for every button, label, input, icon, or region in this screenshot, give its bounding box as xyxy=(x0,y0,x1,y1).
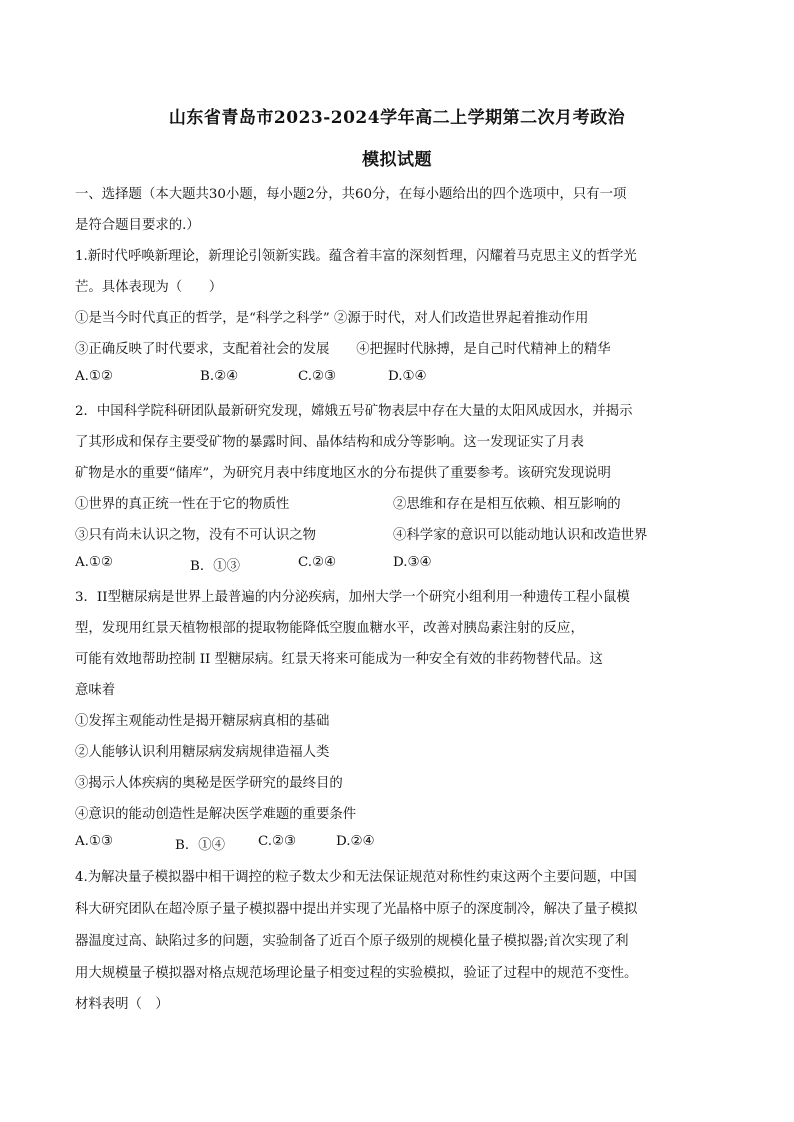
choice-d: D.②④ xyxy=(336,834,375,849)
question-stem-line: 科大研究团队在超冷原子量子模拟器中提出并实现了光晶格中原子的深度制冷，解决了量子模拟 xyxy=(75,902,638,917)
question-stem-line: 矿物是水的重要“储库”，为研究月表中纬度地区水的分布提供了重要参考。该研究发现说明 xyxy=(75,466,611,481)
question-stem-line: 器温度过高、缺陷过多的问题，实验制备了近百个原子级别的规模化量子模拟器;首次实现了利 xyxy=(75,934,629,949)
statement-4: ④科学家的意识可以能动地认识和改造世界 xyxy=(393,528,648,543)
statement-2: ②思维和存在是相互依赖、相互影响的 xyxy=(393,497,621,512)
choice-b: B．①④ xyxy=(175,838,226,853)
statement-1: ①世界的真正统一性在于它的物质性 xyxy=(75,497,290,512)
question-stem-line: 材料表明（ ） xyxy=(75,997,169,1012)
choice-c: C.②③ xyxy=(298,369,337,384)
question-stem-line: 可能有效地帮助控制 II 型糖尿病。红景天将来可能成为一种安全有效的非药物替代品。这 xyxy=(75,652,603,667)
choice-a: A.①② xyxy=(75,555,113,570)
statement-3: ③只有尚未认识之物，没有不可认识之物 xyxy=(75,528,317,543)
statement-line: ①发挥主观能动性是揭开糖尿病真相的基础 xyxy=(75,714,330,729)
question-stem-line: 了其形成和保存主要受矿物的暴露时间、晶体结构和成分等影响。这一发现证实了月表 xyxy=(75,435,584,450)
choice-b: B．①③ xyxy=(190,559,241,574)
document-title: 山东省青岛市2023-2024学年高二上学期第二次月考政治 xyxy=(168,108,626,128)
choice-c: C.②③ xyxy=(258,834,297,849)
question-stem-line: 1.新时代呼唤新理论，新理论引领新实践。蕴含着丰富的深刻哲理，闪耀着马克思主义的哲学光 xyxy=(75,249,637,264)
choice-d: D.①④ xyxy=(388,369,427,384)
choice-c: C.②④ xyxy=(298,555,337,570)
choice-a: A.①② xyxy=(75,369,113,384)
question-stem-line: 芒。具体表现为（ ） xyxy=(75,280,223,295)
choice-b: B.②④ xyxy=(200,369,239,384)
question-stem-line: 3．II型糖尿病是世界上最普遍的内分泌疾病，加州大学一个研究小组利用一种遗传工程小鼠模 xyxy=(75,590,630,605)
choice-d: D.③④ xyxy=(393,555,432,570)
statement-line: ③揭示人体疾病的奥秘是医学研究的最终目的 xyxy=(75,776,343,791)
document-subtitle: 模拟试题 xyxy=(362,150,432,170)
question-stem-line: 意味着 xyxy=(75,683,116,698)
section-heading: 一、选择题（本大题共30小题，每小题2分，共60分，在每小题给出的四个选项中，只有一项 xyxy=(75,187,627,202)
section-heading-cont: 是符合题目要求的.） xyxy=(75,218,200,233)
question-stem-line: 4.为解决量子模拟器中相干调控的粒子数太少和无法保证规范对称性约束这两个主要问题，中国 xyxy=(75,870,637,885)
statement-line: ①是当今时代真正的哲学，是“科学之科学” ②源于时代，对人们改造世界起着推动作用 xyxy=(75,311,589,326)
question-stem-line: 2．中国科学院科研团队最新研究发现，嫦娥五号矿物表层中存在大量的太阳风成因水，并揭示 xyxy=(75,404,633,419)
choice-a: A.①③ xyxy=(75,834,113,849)
question-stem-line: 用大规模量子模拟器对格点规范场理论量子相变过程的实验模拟，验证了过程中的规范不变性。 xyxy=(75,966,638,981)
question-stem-line: 型，发现用红景天植物根部的提取物能降低空腹血糖水平，改善对胰岛素注射的反应， xyxy=(75,621,584,636)
statement-line: ②人能够认识利用糖尿病发病规律造福人类 xyxy=(75,745,330,760)
statement-line: ③正确反映了时代要求，支配着社会的发展 ④把握时代脉搏，是自己时代精神上的精华 xyxy=(75,342,611,357)
statement-line: ④意识的能动创造性是解决医学难题的重要条件 xyxy=(75,807,357,822)
